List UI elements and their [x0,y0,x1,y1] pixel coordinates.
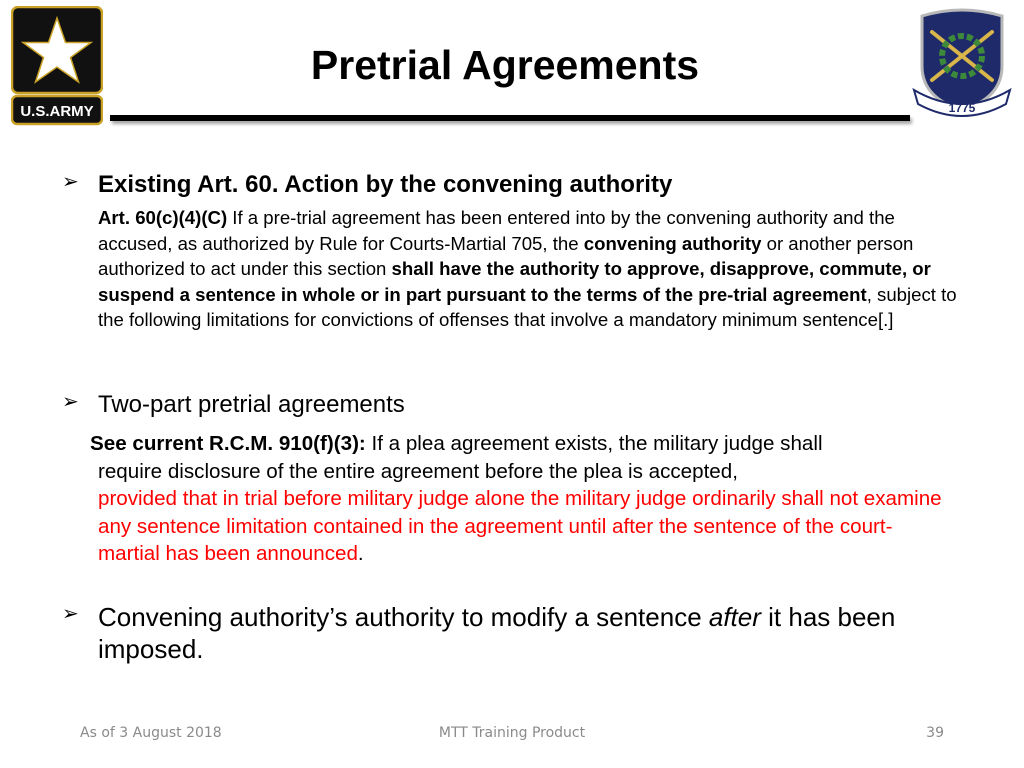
rule-reference: See current R.C.M. 910(f)(3): [90,432,366,455]
emphasis-text: convening authority [583,232,762,254]
title-divider [110,115,910,121]
us-army-logo [11,6,103,126]
paragraph-text: If a plea agreement exists, the military judge shall [365,432,823,455]
svg-text:U.S.ARMY: U.S.ARMY [20,103,94,120]
paragraph-text: require disclosure of the entire agreement before the plea is accepted, [98,459,738,483]
emphasis-text: shall have the authority to approve, disapprove, commute, or suspend a sentence in whole or in part pursuant to the terms of the pre-trial agreement [98,258,931,305]
bullet-1-paragraph [98,205,960,333]
paragraph-continuation [90,458,950,568]
bullet-2-paragraph [90,430,950,568]
paragraph-text: , subject to the following limitations for convictions of offenses that involve a mandatory minimum sentence[.] [98,283,957,330]
arrow-bullet-icon: ➢ [62,391,79,413]
paragraph-text: If a pre-trial agreement has been entered into by the convening authority and the accused, as authorized by Rule for Courts-Martial 705, the [98,207,895,254]
bullet-3-heading [98,601,958,665]
bullet-1-heading: Existing Art. 60. Action by the convening authority [98,171,673,198]
arrow-bullet-icon: ➢ [62,171,79,193]
heading-text: it has been imposed. [98,602,896,664]
footer-center-text: MTT Training Product [438,725,586,741]
paragraph-text: or another person authorized to act under this section [98,232,914,279]
arrow-bullet-icon: ➢ [62,603,79,625]
heading-text: Convening authority’s authority to modify a sentence [98,602,709,632]
jag-corps-crest [910,6,1014,124]
bullet-2-heading: Two-part pretrial agreements [98,391,405,418]
article-reference: Art. 60(c)(4)(C) [98,207,228,228]
slide-title: Pretrial Agreements [310,42,700,88]
svg-text:1775: 1775 [948,101,976,115]
page-number: 39 [926,725,944,741]
footer-date: As of 3 August 2018 [80,725,222,741]
heading-italic-text: after [708,602,761,632]
paragraph-text: . [357,542,364,565]
highlighted-text: provided that in trial before military judge alone the military judge ordinarily shall not examine any sentence limitation contained in the agreement until after the sentence of the court-martial has been announced [98,487,942,565]
